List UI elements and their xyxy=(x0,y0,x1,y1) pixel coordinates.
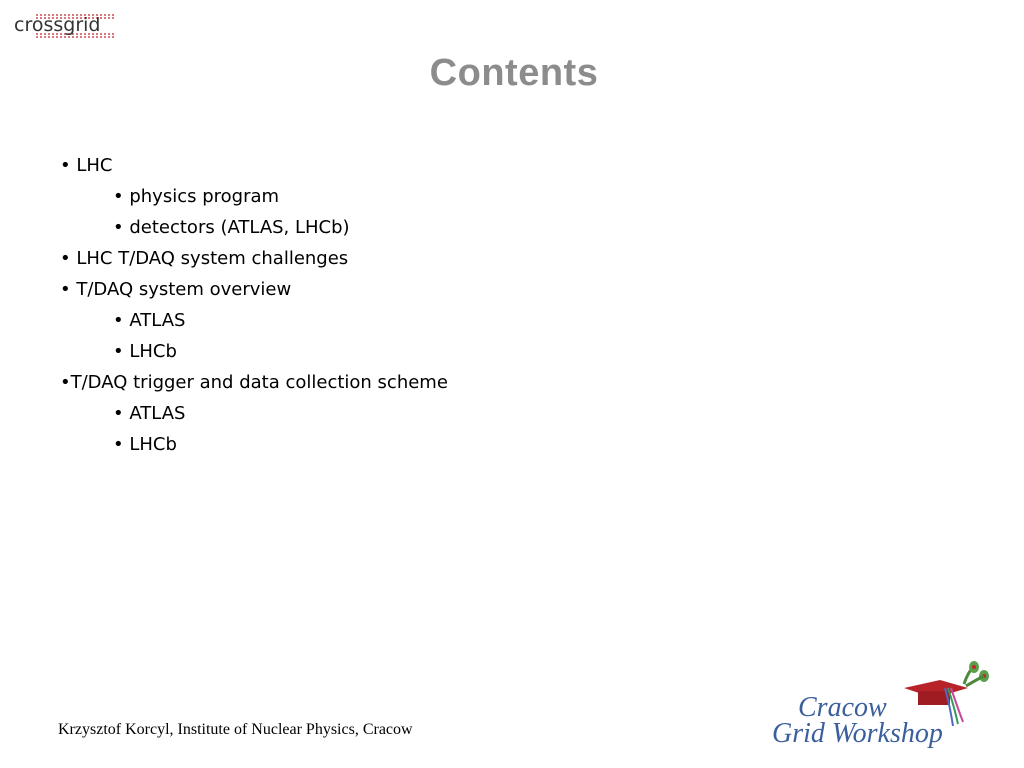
cracow-grid-workshop-logo xyxy=(768,658,994,750)
contents-outline xyxy=(60,153,448,463)
outline-item-challenges: • LHC T/DAQ system challenges xyxy=(60,248,349,269)
workshop-logo-line2: Grid Workshop xyxy=(772,718,943,749)
crossgrid-logo-text: crossgrid xyxy=(14,14,101,36)
workshop-logo-line1: Cracow xyxy=(798,692,887,723)
outline-item-lhc: • LHC xyxy=(60,155,113,176)
outline-item-trigger-atlas: • ATLAS xyxy=(113,403,186,424)
outline-item-trigger-scheme: •T/DAQ trigger and data collection scheme xyxy=(60,372,448,393)
outline-item-physics-program: • physics program xyxy=(113,186,280,207)
outline-item-system-overview: • T/DAQ system overview xyxy=(60,279,292,300)
graduation-cap-icon xyxy=(904,661,989,726)
outline-item-detectors: • detectors (ATLAS, LHCb) xyxy=(113,217,350,238)
footer-author: Krzysztof Korcyl, Institute of Nuclear Physics, Cracow xyxy=(58,721,413,738)
outline-item-overview-atlas: • ATLAS xyxy=(113,310,186,331)
outline-item-overview-lhcb: • LHCb xyxy=(113,341,177,362)
outline-item-trigger-lhcb: • LHCb xyxy=(113,434,177,455)
crossgrid-logo xyxy=(14,12,138,42)
page-title: Contents xyxy=(429,52,599,94)
